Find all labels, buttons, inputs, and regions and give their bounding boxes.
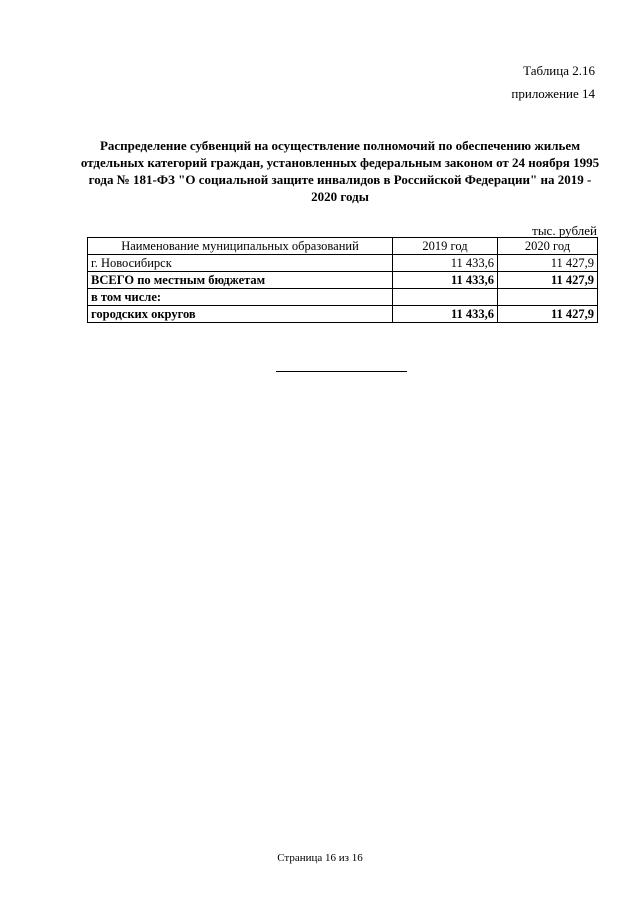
cell-2019 <box>393 289 498 306</box>
table-row-total <box>88 272 598 289</box>
divider-line <box>276 371 407 372</box>
cell-2020 <box>498 289 598 306</box>
cell-2019: 11 433,6 <box>393 306 498 323</box>
page-number-footer: Страница 16 из 16 <box>277 852 363 864</box>
cell-name: ВСЕГО по местным бюджетам <box>88 272 393 289</box>
column-header-name: Наименование муниципальных образований <box>88 238 393 255</box>
table-row-including <box>88 289 598 306</box>
appendix-label: приложение 14 <box>511 86 595 101</box>
cell-2020: 11 427,9 <box>498 272 598 289</box>
cell-name: в том числе: <box>88 289 393 306</box>
subventions-table <box>87 237 598 323</box>
table-row <box>88 255 598 272</box>
cell-2019: 11 433,6 <box>393 255 498 272</box>
cell-2019: 11 433,6 <box>393 272 498 289</box>
table-header-row <box>88 238 598 255</box>
document-title: Распределение субвенций на осуществление полномочий по обеспечению жильем отдельных категорий граждан, установленных федеральным законом от 24 ноября 1995 года № 181-ФЗ "О социальной защите инвалидов в Российской Федерации" на 2019 - 2020 годы <box>80 138 600 204</box>
column-header-2020: 2020 год <box>498 238 598 255</box>
cell-2020: 11 427,9 <box>498 306 598 323</box>
table-number: Таблица 2.16 <box>523 63 595 78</box>
units-label: тыс. рублей <box>532 223 597 238</box>
cell-name: г. Новосибирск <box>88 255 393 272</box>
cell-2020: 11 427,9 <box>498 255 598 272</box>
cell-name: городских округов <box>88 306 393 323</box>
table-row-city-districts <box>88 306 598 323</box>
column-header-2019: 2019 год <box>393 238 498 255</box>
